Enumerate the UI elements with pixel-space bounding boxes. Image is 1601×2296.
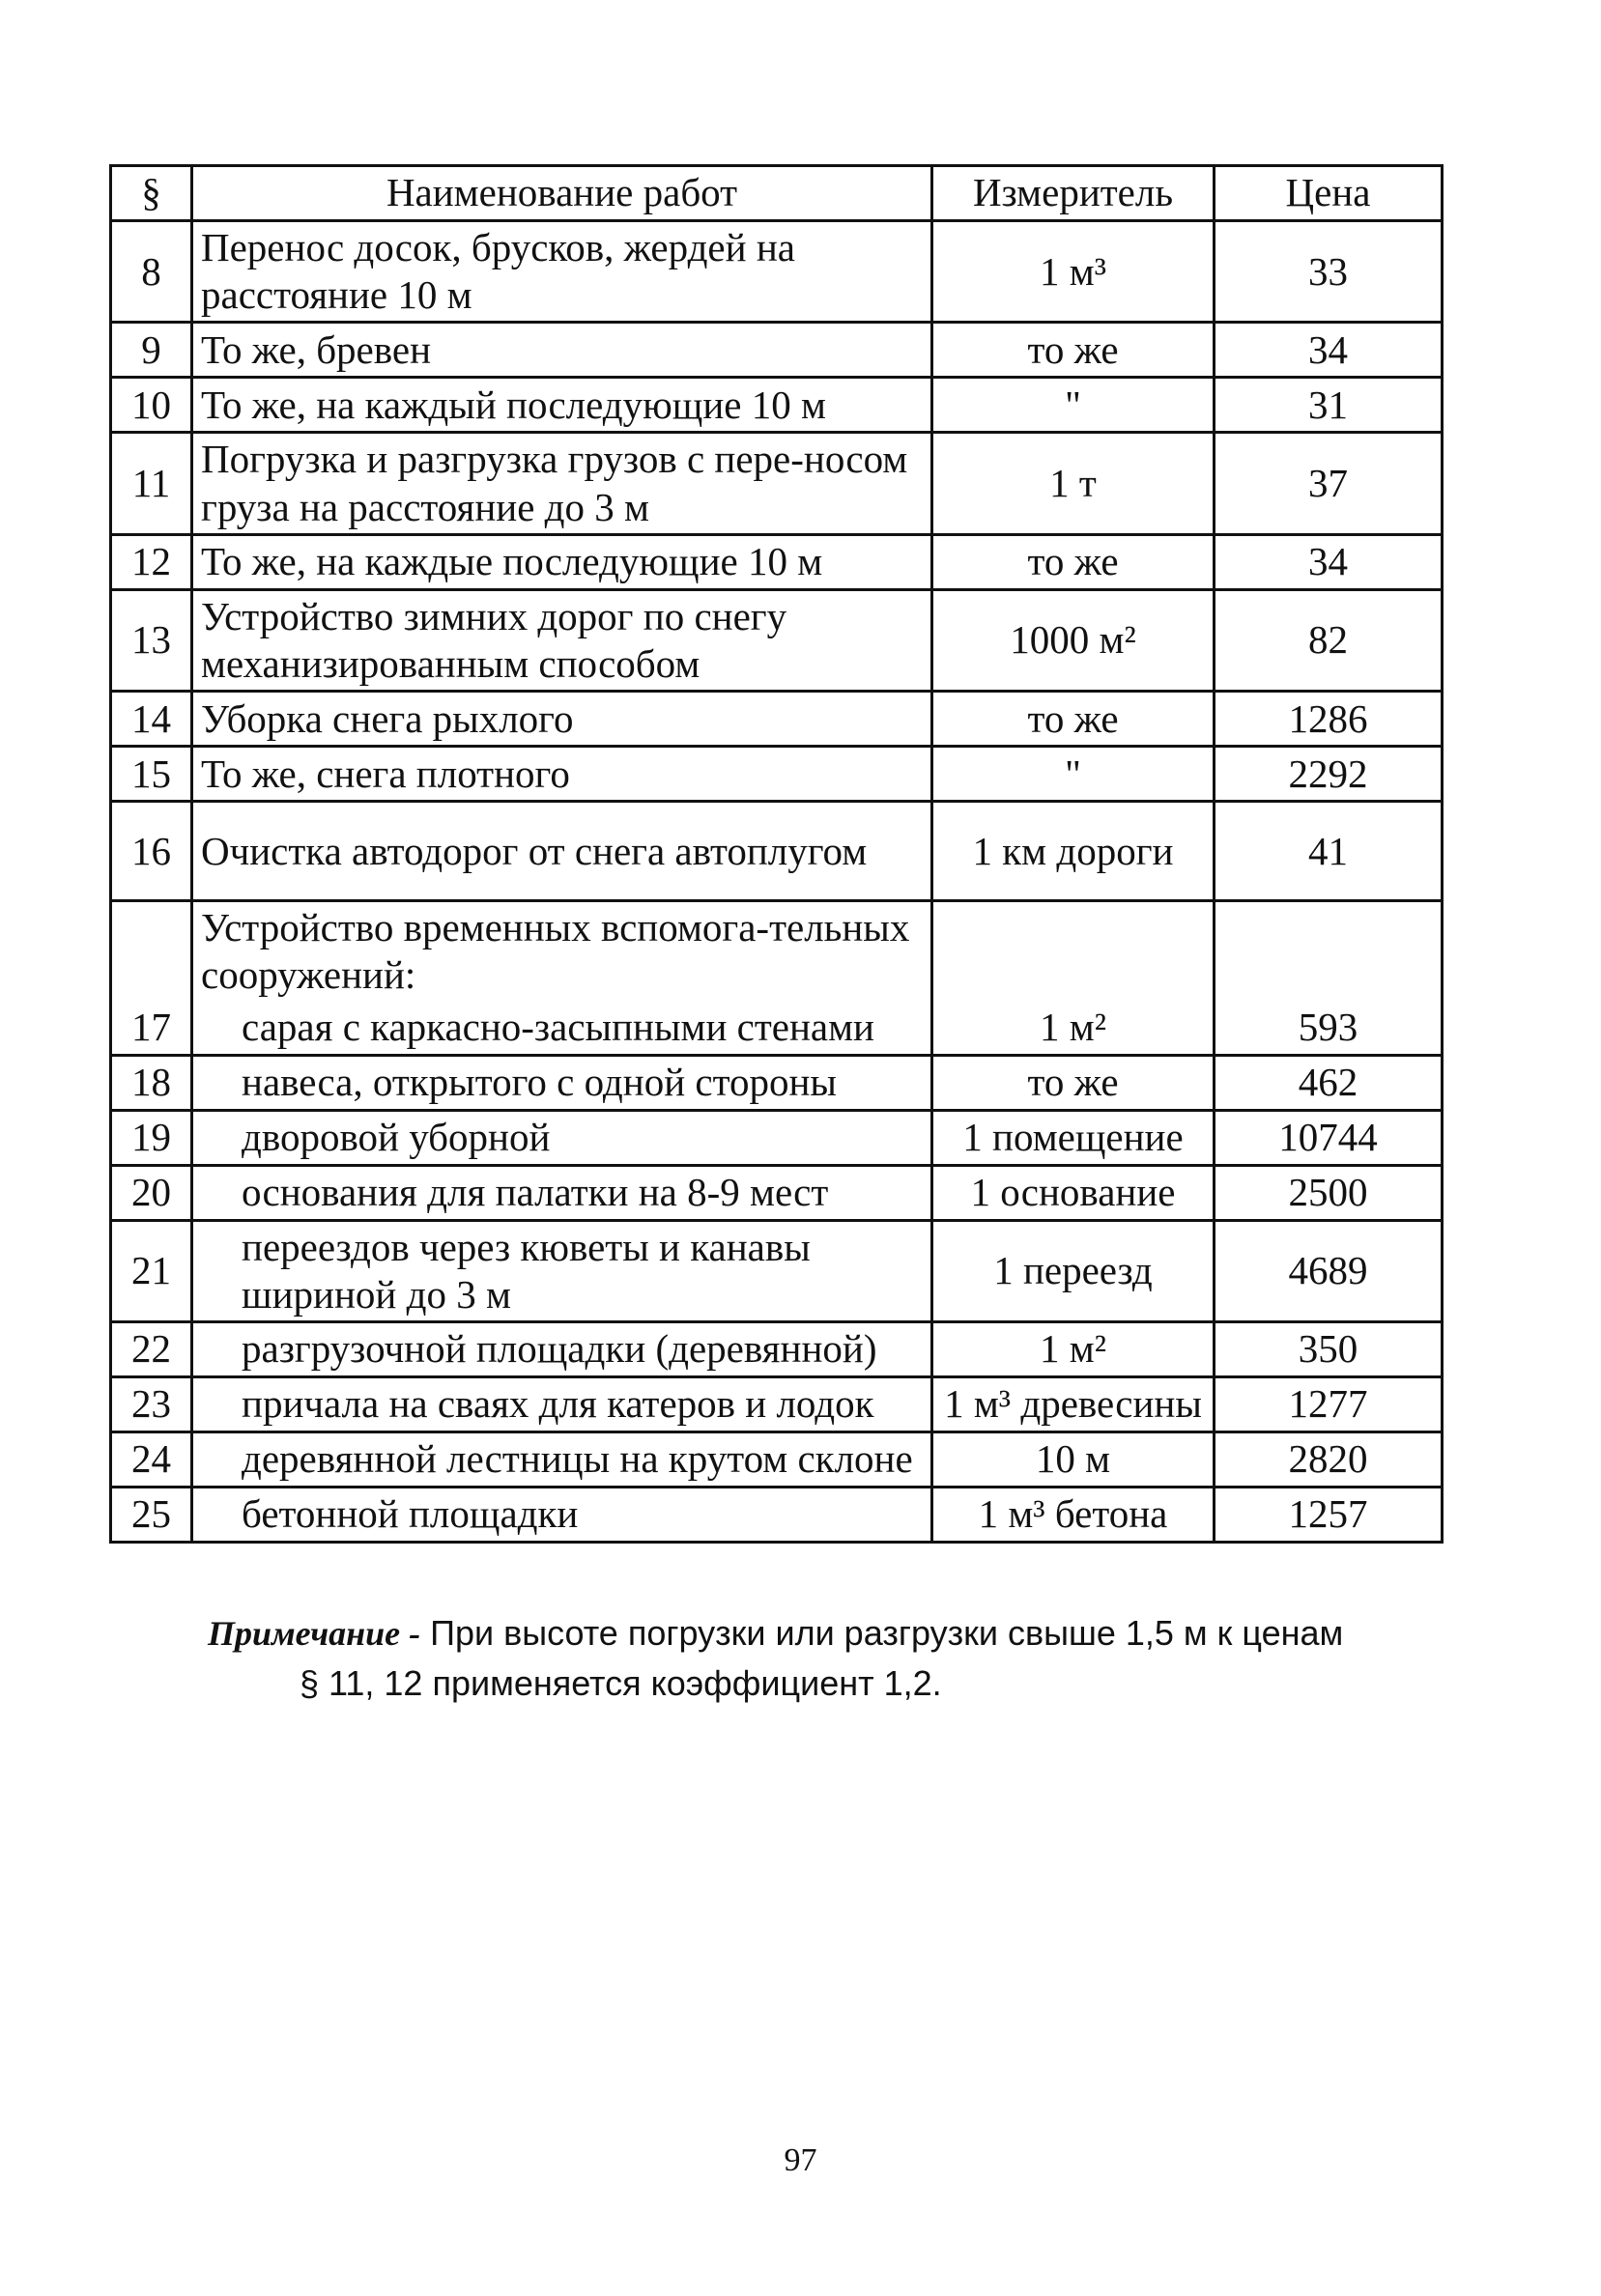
table-header-row	[111, 166, 1443, 221]
table-row	[111, 747, 1443, 802]
row-number: 14	[111, 692, 192, 747]
table-row	[111, 221, 1443, 323]
row-number: 16	[111, 802, 192, 901]
footnote	[208, 1608, 1454, 1709]
table-row	[111, 1321, 1443, 1376]
row-number: 12	[111, 534, 192, 589]
row-unit: то же	[932, 534, 1215, 589]
table-row	[111, 692, 1443, 747]
row-unit: 1 основание	[932, 1165, 1215, 1220]
note-lead: Примечание -	[208, 1614, 421, 1653]
row-unit: то же	[932, 1055, 1215, 1110]
row-name: навеса, открытого с одной стороны	[192, 1055, 932, 1110]
row-unit: 1 м³ бетона	[932, 1487, 1215, 1542]
row-price: 4689	[1215, 1220, 1443, 1321]
table-row	[111, 802, 1443, 901]
row-unit: 10 м	[932, 1431, 1215, 1487]
row-unit: 1 м²	[932, 1321, 1215, 1376]
row-name: бетонной площадки	[192, 1487, 932, 1542]
row-name: сарая с каркасно-засыпными стенами	[192, 1002, 932, 1056]
row-number: 11	[111, 433, 192, 534]
group-no-cell	[111, 901, 192, 1002]
table-row	[111, 1431, 1443, 1487]
row-price: 1277	[1215, 1376, 1443, 1431]
header-price: Цена	[1215, 166, 1443, 221]
row-name: То же, бревен	[192, 323, 932, 378]
row-unit: 1 помещение	[932, 1110, 1215, 1165]
table-row	[111, 1002, 1443, 1056]
row-name: разгрузочной площадки (деревянной)	[192, 1321, 932, 1376]
row-name: основания для палатки на 8-9 мест	[192, 1165, 932, 1220]
row-name: переездов через кюветы и канавы шириной до 3 м	[192, 1220, 932, 1321]
header-section: §	[111, 166, 192, 221]
group-section	[111, 901, 1443, 1002]
row-number: 24	[111, 1431, 192, 1487]
row-price: 41	[1215, 802, 1443, 901]
table-row	[111, 534, 1443, 589]
sub-rows	[111, 1002, 1443, 1543]
row-number: 10	[111, 378, 192, 433]
row-name: Устройство зимних дорог по снегу механизированным способом	[192, 589, 932, 691]
row-price: 2292	[1215, 747, 1443, 802]
page-number: 97	[784, 2142, 817, 2178]
row-unit: 1 переезд	[932, 1220, 1215, 1321]
row-name: Перенос досок, брусков, жердей на расстояние 10 м	[192, 221, 932, 323]
row-price: 593	[1215, 1002, 1443, 1056]
row-name: Очистка автодорог от снега автоплугом	[192, 802, 932, 901]
table-row	[111, 323, 1443, 378]
row-name: Погрузка и разгрузка грузов с пере-носом груза на расстояние до 3 м	[192, 433, 932, 534]
table-row	[111, 1165, 1443, 1220]
row-price: 2500	[1215, 1165, 1443, 1220]
row-unit: 1 км дороги	[932, 802, 1215, 901]
row-unit: то же	[932, 692, 1215, 747]
row-name: Уборка снега рыхлого	[192, 692, 932, 747]
row-number: 22	[111, 1321, 192, 1376]
row-number: 25	[111, 1487, 192, 1542]
row-name: дворовой уборной	[192, 1110, 932, 1165]
row-number: 9	[111, 323, 192, 378]
row-number: 8	[111, 221, 192, 323]
group-price-cell	[1215, 901, 1443, 1002]
table-row	[111, 1376, 1443, 1431]
header-unit: Измеритель	[932, 166, 1215, 221]
row-price: 33	[1215, 221, 1443, 323]
row-price: 82	[1215, 589, 1443, 691]
row-number: 21	[111, 1220, 192, 1321]
row-price: 462	[1215, 1055, 1443, 1110]
price-table	[109, 164, 1444, 1544]
row-price: 37	[1215, 433, 1443, 534]
row-unit: "	[932, 378, 1215, 433]
table-row	[111, 1055, 1443, 1110]
table-row	[111, 1220, 1443, 1321]
row-number: 23	[111, 1376, 192, 1431]
table-row	[111, 1110, 1443, 1165]
row-unit: 1 м³	[932, 221, 1215, 323]
table-row	[111, 433, 1443, 534]
row-unit: 1 м²	[932, 1002, 1215, 1056]
row-name: То же, на каждые последующие 10 м	[192, 534, 932, 589]
group-unit-cell	[932, 901, 1215, 1002]
row-unit: 1 т	[932, 433, 1215, 534]
row-name: причала на сваях для катеров и лодок	[192, 1376, 932, 1431]
row-name: деревянной лестницы на крутом склоне	[192, 1431, 932, 1487]
row-unit: 1 м³ древесины	[932, 1376, 1215, 1431]
row-number: 13	[111, 589, 192, 691]
group-heading: Устройство временных вспомога-тельных сооружений:	[192, 901, 932, 1002]
row-price: 1286	[1215, 692, 1443, 747]
row-price: 2820	[1215, 1431, 1443, 1487]
row-unit: "	[932, 747, 1215, 802]
table-row	[111, 378, 1443, 433]
table-row	[111, 1487, 1443, 1542]
row-number: 15	[111, 747, 192, 802]
row-unit: 1000 м²	[932, 589, 1215, 691]
row-number: 17	[111, 1002, 192, 1056]
row-number: 18	[111, 1055, 192, 1110]
row-price: 1257	[1215, 1487, 1443, 1542]
row-number: 20	[111, 1165, 192, 1220]
main-rows	[111, 221, 1443, 901]
row-number: 19	[111, 1110, 192, 1165]
row-price: 350	[1215, 1321, 1443, 1376]
table-row	[111, 589, 1443, 691]
row-price: 31	[1215, 378, 1443, 433]
group-heading-row	[111, 901, 1443, 1002]
row-name: То же, снега плотного	[192, 747, 932, 802]
row-unit: то же	[932, 323, 1215, 378]
row-price: 34	[1215, 323, 1443, 378]
row-name: То же, на каждый последующие 10 м	[192, 378, 932, 433]
note-line1: При высоте погрузки или разгрузки свыше 1,5 м к ценам	[430, 1613, 1344, 1653]
note-line2: § 11, 12 применяется коэффициент 1,2.	[300, 1663, 942, 1704]
row-price: 34	[1215, 534, 1443, 589]
header-name: Наименование работ	[192, 166, 932, 221]
row-price: 10744	[1215, 1110, 1443, 1165]
